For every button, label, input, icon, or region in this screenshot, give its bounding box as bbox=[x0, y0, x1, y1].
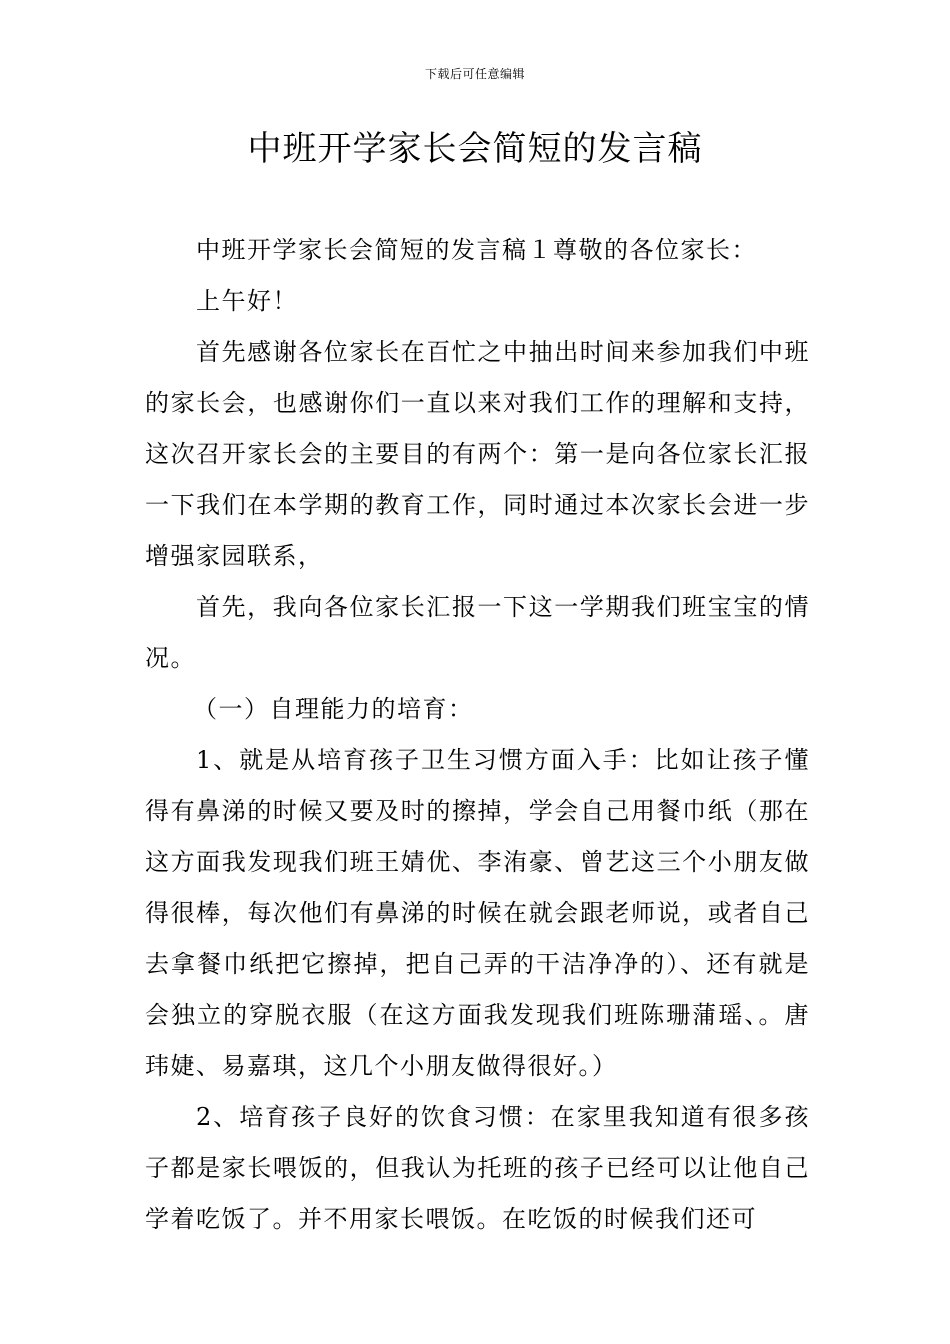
document-title: 中班开学家长会简短的发言稿 bbox=[247, 129, 703, 169]
header-note: 下载后可任意编辑 bbox=[424, 67, 525, 81]
paragraph-thanks: 首先感谢各位家长在百忙之中抽出时间来参加我们中班的家长会，也感谢你们一直以来对我们工作的理解和支持，这次召开家长会的主要目的有两个：第一是向各位家长汇报一下我们在本学期的教育工作，同时通过本次家长会进一步增强家园联系， bbox=[145, 338, 810, 570]
paragraph-report-intro: 首先，我向各位家长汇报一下这一学期我们班宝宝的情况。 bbox=[145, 593, 810, 672]
paragraph-hygiene: 1、就是从培育孩子卫生习惯方面入手：比如让孩子懂得有鼻涕的时候又要及时的擦掉，学会自己用餐巾纸（那在这方面我发现我们班王婧优、李洧豪、曾艺这三个小朋友做得很棒，每次他们有鼻涕的时候在就会跟老师说，或者自己去拿餐巾纸把它擦掉，把自己弄的干洁净净的）、还有就是会独立的穿脱衣服（在这方面我发现我们班陈珊蒲瑶、。唐玮婕、易嘉琪，这几个小朋友做得很好。） bbox=[145, 746, 810, 1080]
paragraph-salutation: 上午好！ bbox=[196, 287, 298, 315]
document-body bbox=[145, 225, 810, 1245]
paragraph-greeting: 中班开学家长会简短的发言稿１尊敬的各位家长： bbox=[196, 236, 757, 264]
section-heading-self-care: （一）自理能力的培育： bbox=[193, 695, 474, 723]
paragraph-eating-habits: 2、培育孩子良好的饮食习惯：在家里我知道有很多孩子都是家长喂饭的，但我认为托班的孩子已经可以让他自己学着吃饭了。并不用家长喂饭。在吃饭的时候我们还可 bbox=[145, 1103, 810, 1233]
